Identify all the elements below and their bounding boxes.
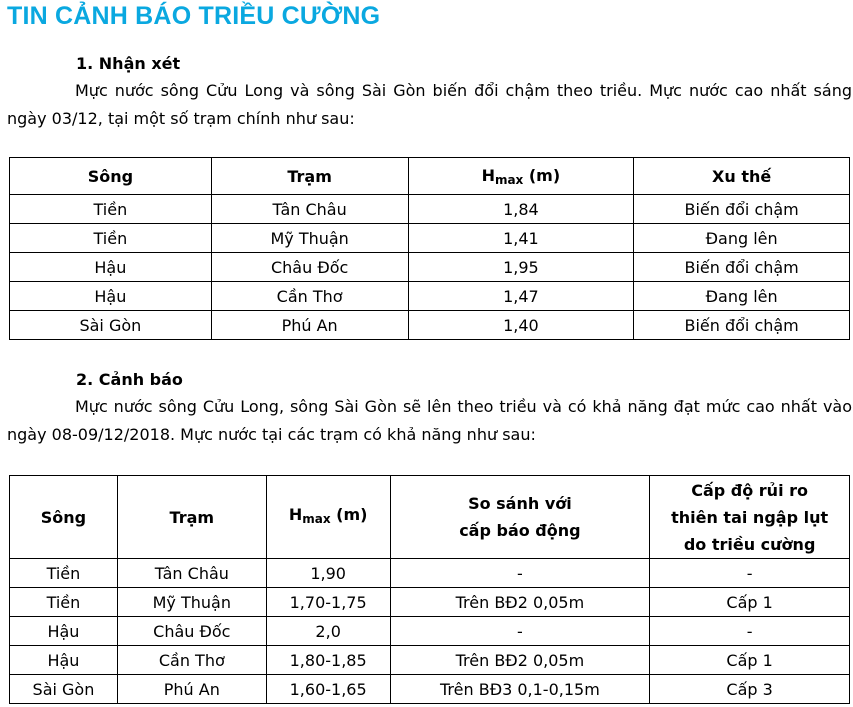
page-title: TIN CẢNH BÁO TRIỀU CƯỜNG [7, 2, 381, 30]
cell-hmax: 1,60-1,65 [266, 675, 390, 704]
col-header-compare [390, 476, 650, 559]
table-row [10, 588, 850, 617]
table-header-row [10, 476, 850, 559]
cell-hmax: 1,70-1,75 [266, 588, 390, 617]
cell-hmax: 1,41 [408, 224, 634, 253]
table-row [10, 646, 850, 675]
cell-compare: Trên BĐ2 0,05m [390, 646, 650, 675]
hmax-unit: (m) [330, 505, 368, 524]
hmax-label: H [288, 505, 303, 524]
cell-risk: - [650, 617, 850, 646]
hmax-subscript: max [302, 512, 331, 526]
table-row [10, 195, 850, 224]
compare-line-2: cấp báo động [459, 521, 581, 540]
cell-station: Phú An [117, 675, 266, 704]
cell-river: Hậu [10, 282, 212, 311]
cell-hmax: 1,80-1,85 [266, 646, 390, 675]
cell-station: Cần Thơ [117, 646, 266, 675]
col-header-river: Sông [10, 476, 118, 559]
section1-heading: 1. Nhận xét [76, 54, 181, 73]
risk-line-1: Cấp độ rủi ro [691, 480, 808, 500]
hmax-subscript: max [494, 172, 524, 187]
cell-compare: Trên BĐ3 0,1-0,15m [390, 675, 650, 704]
cell-river: Tiền [10, 588, 118, 617]
cell-river: Tiền [10, 195, 212, 224]
cell-river: Tiền [10, 559, 118, 588]
observed-levels-table [9, 157, 850, 340]
cell-trend: Đang lên [634, 224, 850, 253]
cell-risk: Cấp 1 [650, 646, 850, 675]
cell-trend: Biến đổi chậm [634, 253, 850, 282]
col-header-station: Trạm [211, 158, 408, 195]
col-header-trend: Xu thế [634, 158, 850, 195]
cell-hmax: 2,0 [266, 617, 390, 646]
cell-hmax: 1,47 [408, 282, 634, 311]
table-row [10, 311, 850, 340]
col-header-hmax [266, 476, 390, 559]
cell-station: Châu Đốc [117, 617, 266, 646]
risk-line-3: do triều cường [683, 534, 816, 554]
cell-station: Mỹ Thuận [211, 224, 408, 253]
cell-river: Tiền [10, 224, 212, 253]
hmax-unit: (m) [523, 165, 561, 185]
forecast-levels-table [9, 475, 850, 704]
table-row [10, 617, 850, 646]
cell-hmax: 1,90 [266, 559, 390, 588]
cell-river: Sài Gòn [10, 311, 212, 340]
col-header-river: Sông [10, 158, 212, 195]
cell-hmax: 1,40 [408, 311, 634, 340]
cell-river: Hậu [10, 646, 118, 675]
col-header-station: Trạm [117, 476, 266, 559]
hmax-label: H [481, 165, 495, 185]
cell-station: Tân Châu [211, 195, 408, 224]
cell-hmax: 1,95 [408, 253, 634, 282]
cell-station: Châu Đốc [211, 253, 408, 282]
section2-text: Mực nước sông Cửu Long, sông Sài Gòn sẽ lên theo triều và có khả năng đạt mức cao nhất vào ngày 08-09/12/2018. Mực nước tại các trạm có khả năng như sau: [7, 397, 852, 444]
cell-river: Sài Gòn [10, 675, 118, 704]
cell-river: Hậu [10, 253, 212, 282]
cell-trend: Đang lên [634, 282, 850, 311]
col-header-risk [650, 476, 850, 559]
cell-station: Mỹ Thuận [117, 588, 266, 617]
compare-line-1: So sánh với [468, 494, 572, 513]
section1-text: Mực nước sông Cửu Long và sông Sài Gòn biến đổi chậm theo triều. Mực nước cao nhất sáng ngày 03/12, tại một số trạm chính như sau: [7, 81, 852, 128]
cell-trend: Biến đổi chậm [634, 311, 850, 340]
cell-risk: - [650, 559, 850, 588]
cell-compare: - [390, 617, 650, 646]
cell-hmax: 1,84 [408, 195, 634, 224]
table-row [10, 675, 850, 704]
cell-station: Cần Thơ [211, 282, 408, 311]
col-header-hmax [408, 158, 634, 195]
cell-risk: Cấp 3 [650, 675, 850, 704]
cell-compare: Trên BĐ2 0,05m [390, 588, 650, 617]
cell-compare: - [390, 559, 650, 588]
cell-station: Tân Châu [117, 559, 266, 588]
cell-risk: Cấp 1 [650, 588, 850, 617]
table-row [10, 559, 850, 588]
cell-trend: Biến đổi chậm [634, 195, 850, 224]
table-row [10, 253, 850, 282]
section2-heading: 2. Cảnh báo [76, 370, 183, 389]
table-row [10, 224, 850, 253]
risk-line-2: thiên tai ngập lụt [671, 507, 829, 527]
table-header-row [10, 158, 850, 195]
table-row [10, 282, 850, 311]
cell-station: Phú An [211, 311, 408, 340]
cell-river: Hậu [10, 617, 118, 646]
